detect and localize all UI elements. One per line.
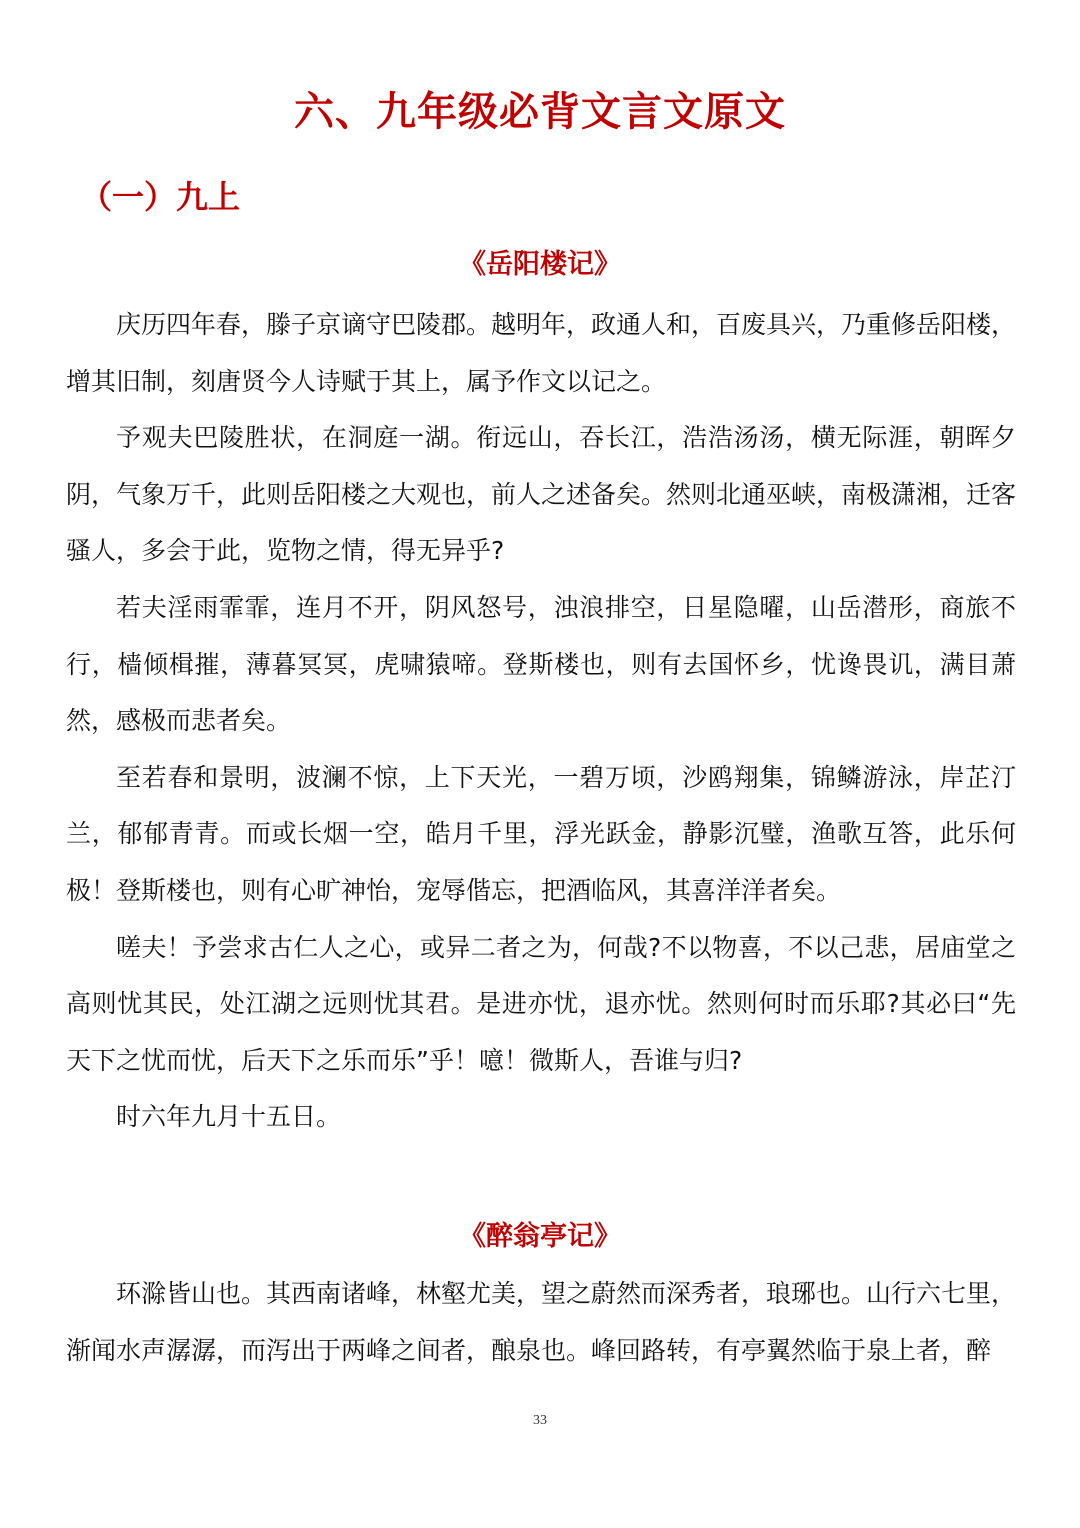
main-title: 六、九年级必背文言文原文 bbox=[294, 89, 786, 135]
paragraph: 环滁皆山也。其西南诸峰，林壑尤美，望之蔚然而深秀者，琅琊也。山行六七里，渐闻水声潺潺，而泻出于两峰之间者，酿泉也。峰回路转，有亭翼然临于泉上者，醉 bbox=[66, 1279, 1017, 1365]
paragraph: 至若春和景明，波澜不惊，上下天光，一碧万顷，沙鸥翔集，锦鳞游泳，岸芷汀兰，郁郁青青。而或长烟一空，皓月千里，浮光跃金，静影沉璧，渔歌互答，此乐何极！登斯楼也，则有心旷神怡，宠辱偕忘，把酒临风，其喜洋洋者矣。 bbox=[66, 762, 1016, 905]
paragraph: 予观夫巴陵胜状，在洞庭一湖。衔远山，吞长江，浩浩汤汤，横无际涯，朝晖夕阴，气象万千，此则岳阳楼之大观也，前人之述备矣。然则北通巫峡，南极潇湘，迁客骚人，多会于此，览物之情，得无异乎? bbox=[66, 423, 1017, 566]
paragraph: 庆历四年春，滕子京谪守巴陵郡。越明年，政通人和，百废具兴，乃重修岳阳楼，增其旧制，刻唐贤今人诗赋于其上，属予作文以记之。 bbox=[66, 310, 1017, 396]
essay-body-yueyanglou bbox=[66, 297, 1016, 1146]
paragraph: 时六年九月十五日。 bbox=[116, 1102, 342, 1132]
page-number: 33 bbox=[533, 1413, 547, 1428]
essay-title-yueyanglou: 《岳阳楼记》 bbox=[459, 249, 621, 280]
paragraph: 嗟夫！予尝求古仁人之心，或异二者之为，何哉?不以物喜，不以己悲，居庙堂之高则忧其民，处江湖之远则忧其君。是进亦忧，退亦忧。然则何时而乐耶?其必曰“先天下之忧而忧，后天下之乐而乐”乎！噫！微斯人，吾谁与归? bbox=[66, 932, 1016, 1075]
essay-title-zuiwengting: 《醉翁亭记》 bbox=[459, 1221, 621, 1252]
section-title: （一）九上 bbox=[80, 178, 241, 216]
essay-body-zuiwengting bbox=[66, 1266, 1016, 1379]
paragraph: 若夫淫雨霏霏，连月不开，阴风怒号，浊浪排空，日星隐曜，山岳潜形，商旅不行，樯倾楫摧，薄暮冥冥，虎啸猿啼。登斯楼也，则有去国怀乡，忧谗畏讥，满目萧然，感极而悲者矣。 bbox=[66, 592, 1016, 736]
